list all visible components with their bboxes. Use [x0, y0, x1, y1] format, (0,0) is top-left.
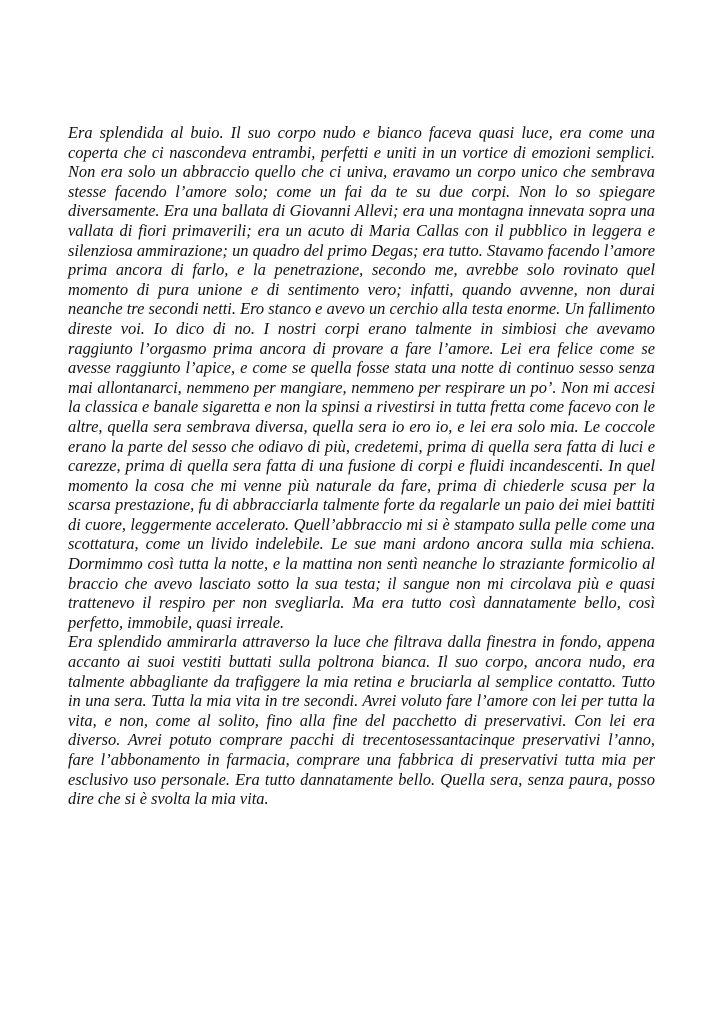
body-text — [68, 123, 655, 809]
paragraph-1: Era splendida al buio. Il suo corpo nudo e bianco faceva quasi luce, era come una coperta che ci nascondeva entrambi, perfetti e uniti in un vortice di emozioni semplici. Non era solo un abbraccio quello che ci univa, eravamo un corpo unico che sembrava stesse facendo l’amore solo; come un fai da te su due corpi. Non lo so spiegare diversamente. Era una ballata di Giovanni Allevi; era una montagna innevata sopra una vallata di fiori primaverili; era un acuto di Maria Callas con il pubblico in leggera e silenziosa ammirazione; un quadro del primo Degas; era tutto. Stavamo facendo l’amore prima ancora di farlo, e la penetrazione, secondo me, avrebbe solo rovinato quel momento di pura unione e di sentimento vero; infatti, quando avvenne, non durai neanche tre secondi netti. Ero stanco e avevo un cerchio alla testa enorme. Un fallimento direste voi. Io dico di no. I nostri corpi erano talmente in simbiosi che avevamo raggiunto l’orgasmo prima ancora di provare a fare l’amore. Lei era felice come se avesse raggiunto l’apice, e come se quella fosse stata una notte di continuo sesso senza mai allontanarci, nemmeno per mangiare, nemmeno per respirare un po’. Non mi accesi la classica e banale sigaretta e non la spinsi a rivestirsi in tutta fretta come facevo con le altre, quella sera sembrava diversa, quella sera io ero io, e lei era solo mia. Le coccole erano la parte del sesso che odiavo di più, credetemi, prima di quella sera fatta di luci e carezze, prima di quella sera fatta di una fusione di corpi e fluidi incandescenti. In quel momento la cosa che mi venne più naturale da fare, prima di chiederle scusa per la scarsa prestazione, fu di abbracciarla talmente forte da regalarle un paio dei miei battiti di cuore, leggermente accelerato. Quell’abbraccio mi si è stampato sulla pelle come una scottatura, come un livido indelebile. Le sue mani ardono ancora sulla mia schiena. Dormimmo così tutta la notte, e la mattina non sentì neanche lo straziante formicolio al braccio che avevo lasciato sotto la sua testa; il sangue non mi circolava più e quasi trattenevo il respiro per non svegliarla. Ma era tutto così dannatamente bello, così perfetto, immobile, quasi irreale. — [68, 123, 655, 632]
paragraph-2: Era splendido ammirarla attraverso la luce che filtrava dalla finestra in fondo, appena accanto ai suoi vestiti buttati sulla poltrona bianca. Il suo corpo, ancora nudo, era talmente abbagliante da trafiggere la mia retina e bruciarla al semplice contatto. Tutto in una sera. Tutta la mia vita in tre secondi. Avrei voluto fare l’amore con lei per tutta la vita, e non, come al solito, fino alla fine del pacchetto di preservativi. Con lei era diverso. Avrei potuto comprare pacchi di trecentosessantacinque preservativi l’anno, fare l’abbonamento in farmacia, comprare una fabbrica di preservativi tutta mia per esclusivo uso personale. Era tutto dannatamente bello. Quella sera, senza paura, posso dire che si è svolta la mia vita. — [68, 632, 655, 809]
